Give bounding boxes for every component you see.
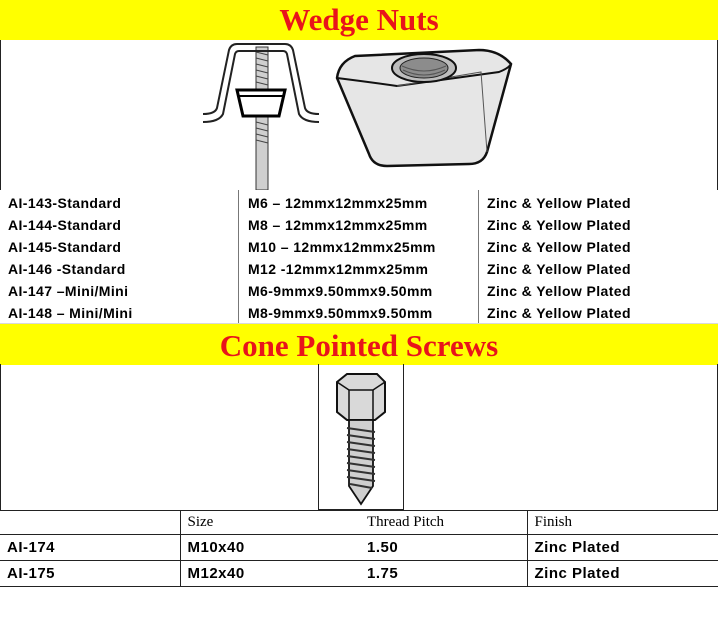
part-finish: Zinc & Yellow Plated — [487, 239, 631, 255]
part-size: M12x40 — [180, 561, 360, 587]
wedge-row — [0, 236, 718, 258]
cone-screw-image-frame — [318, 364, 404, 510]
cone-screws-title: Cone Pointed Screws — [0, 323, 718, 365]
part-finish: Zinc & Yellow Plated — [487, 305, 631, 321]
wedge-row — [0, 214, 718, 236]
part-finish: Zinc Plated — [527, 535, 718, 561]
part-code: AI-174 — [0, 535, 180, 561]
part-size: M12 -12mmx12mmx25mm — [248, 261, 429, 277]
part-code: AI-146 -Standard — [8, 261, 126, 277]
wedge-nut-images — [0, 40, 718, 190]
part-size: M6 – 12mmx12mmx25mm — [248, 195, 428, 211]
part-code: AI-148 – Mini/Mini — [8, 305, 133, 321]
part-code: AI-143-Standard — [8, 195, 122, 211]
part-thread-pitch: 1.50 — [360, 535, 527, 561]
part-finish: Zinc & Yellow Plated — [487, 261, 631, 277]
header-thread-pitch: Thread Pitch — [360, 511, 527, 535]
part-size: M10 – 12mmx12mmx25mm — [248, 239, 436, 255]
part-finish: Zinc & Yellow Plated — [487, 217, 631, 233]
part-size: M8 – 12mmx12mmx25mm — [248, 217, 428, 233]
cone-screw-illustration — [319, 364, 403, 509]
wedge-row — [0, 302, 718, 324]
wedge-row — [0, 258, 718, 280]
wedge-nut-3d-illustration — [329, 42, 519, 170]
part-code: AI-145-Standard — [8, 239, 122, 255]
header-size: Size — [180, 511, 360, 535]
wedge-row — [0, 192, 718, 214]
part-finish: Zinc & Yellow Plated — [487, 283, 631, 299]
part-code: AI-147 –Mini/Mini — [8, 283, 129, 299]
wedge-row — [0, 280, 718, 302]
table-row — [0, 535, 718, 561]
header-finish: Finish — [527, 511, 718, 535]
header-code — [0, 511, 180, 535]
wedge-nuts-title: Wedge Nuts — [0, 0, 718, 40]
part-thread-pitch: 1.75 — [360, 561, 527, 587]
table-row — [0, 561, 718, 587]
part-size: M8-9mmx9.50mmx9.50mm — [248, 305, 433, 321]
part-finish: Zinc & Yellow Plated — [487, 195, 631, 211]
part-finish: Zinc Plated — [527, 561, 718, 587]
part-size: M6-9mmx9.50mmx9.50mm — [248, 283, 433, 299]
part-code: AI-175 — [0, 561, 180, 587]
part-size: M10x40 — [180, 535, 360, 561]
cone-screws-table — [0, 510, 718, 587]
cone-screw-image-area — [0, 364, 718, 511]
table-header-row — [0, 511, 718, 535]
wedge-nut-install-diagram — [201, 42, 321, 190]
part-code: AI-144-Standard — [8, 217, 122, 233]
